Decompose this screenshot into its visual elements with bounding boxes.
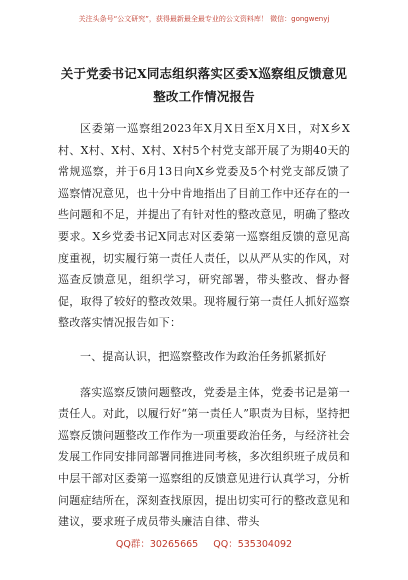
document-body [58,118,350,545]
footer-contact [0,536,408,550]
paragraph-intro: 区委第一巡察组2023年X月X日至X月X日，对X乡X村、X村、X村、X村、X村5个村党支部开展了为期40天的常规巡察，并于6月13日向X乡党委及5个村党支部反馈了巡察情况意见，也十分中肯地指出了目前工作中还存在的一些问题和不足，并提出了有针对性的整改意见，明确了整改要求。X乡党委书记X同志对区委第一巡察组反馈的意见高度重视，切实履行第一责任人责任，以从严从实的作风，对巡查反馈意见，组织学习，研究部署，带头整改、督办督促，取得了较好的整改效果。现将履行第一责任人抓好巡察整改落实情况报告如下： [58,122,350,330]
header-banner: 关注头条号“公文研究”，获得最新最全最专业的公文资料库！ 微信：gongwenyj [78,15,330,23]
section-heading-1: 一、提高认识，把巡察整改作为政治任务抓紧抓好 [80,349,327,363]
paragraph-section-1: 落实巡察反馈问题整改，党委是主体，党委书记是第一责任人。对此，以履行好“第一责任人”职责为目标，坚持把巡察反馈问题整改工作作为一项重要政治任务，与经济社会发展工作同安排同部署同推进同考核，多次组织班子成员和中层干部对区委第一巡察组的反馈意见进行认真学习，分析问题症结所在，深刻查找原因，提出切实可行的整改意见和建议，要求班子成员带头廉洁自律、带头 [58,385,350,529]
footer-qq: QQ：535304092 [213,539,293,550]
footer-qq-group: QQ群：30265665 [115,539,199,550]
document-title: 关于党委书记X同志组织落实区委X巡察组反馈意见整改工作情况报告 [60,66,348,104]
